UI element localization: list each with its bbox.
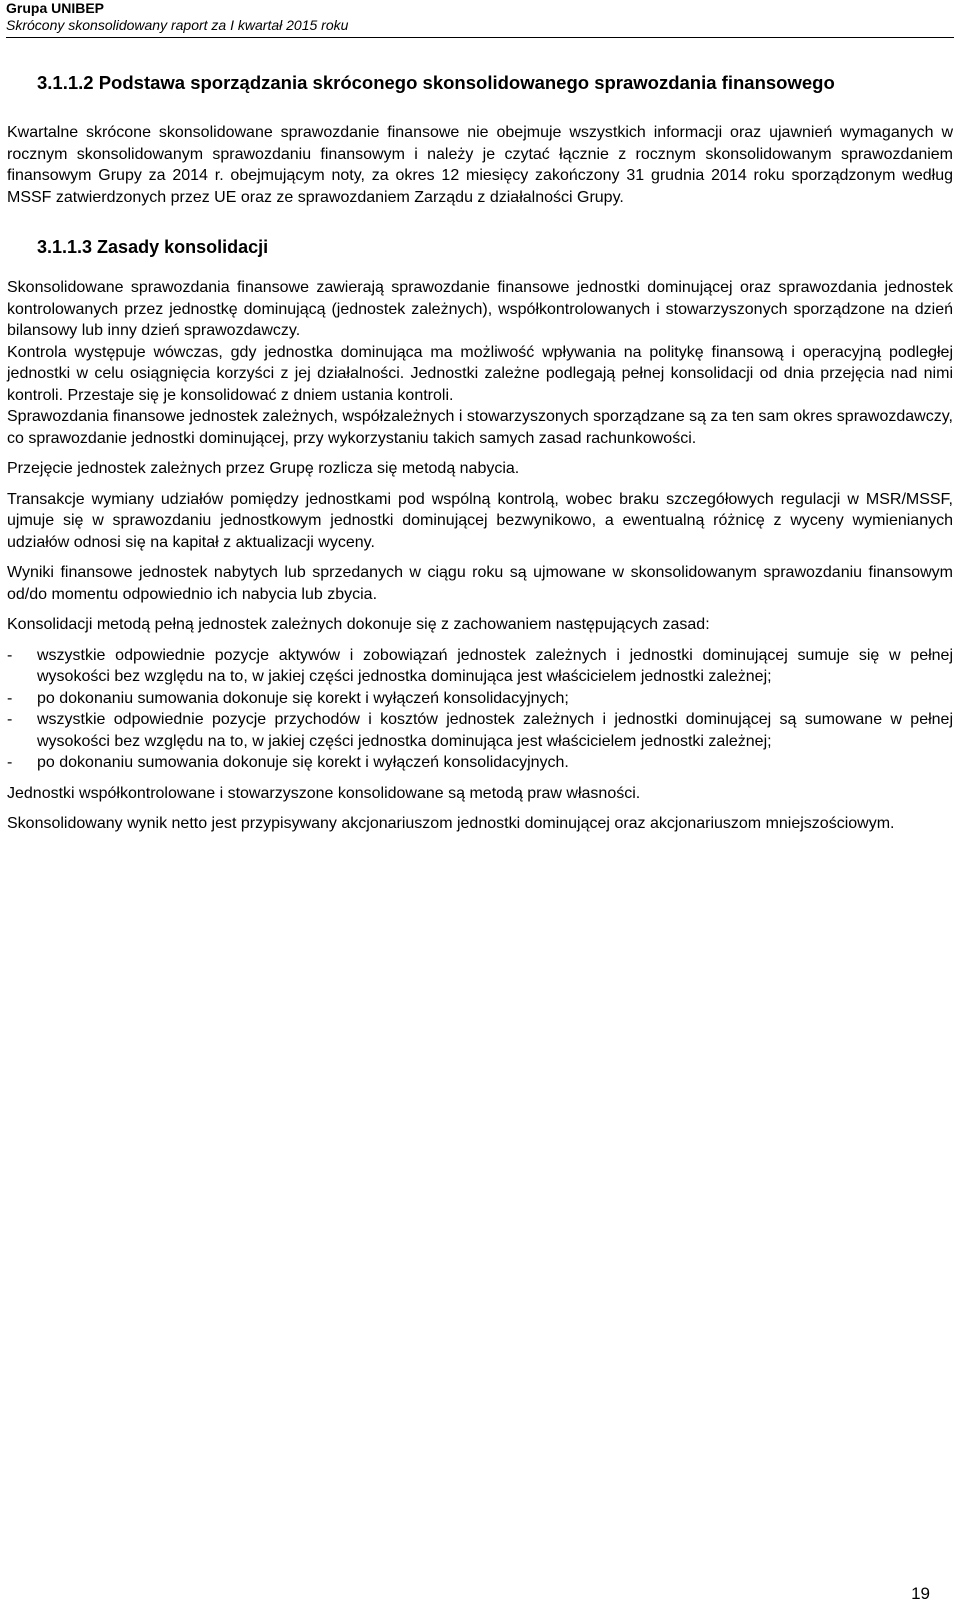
page-header — [6, 0, 954, 34]
list-item — [7, 752, 953, 774]
list-item — [7, 709, 953, 752]
list-marker: - — [7, 689, 13, 707]
consolidation-rules-list — [7, 645, 953, 774]
report-title: Skrócony skonsolidowany raport za I kwartał 2015 roku — [6, 17, 349, 33]
section-heading-consolidation: 3.1.1.3 Zasady konsolidacji — [37, 237, 269, 257]
section-heading-basis: 3.1.1.2 Podstawa sporządzania skróconego skonsolidowanego sprawozdania finansowego — [37, 72, 835, 93]
paragraph-consolidation-3: Sprawozdania finansowe jednostek zależnych, współzależnych i stowarzyszonych sporządzane są za ten sam okres sprawozdawczy, co sprawozdanie jednostki dominującej, przy wykorzystaniu takich samych zasad rachunkowości. — [7, 408, 953, 447]
paragraph-consolidation-2: Kontrola występuje wówczas, gdy jednostka dominująca ma możliwość wpływania na politykę finansową i operacyjną podległej jednostki w celu osiągnięcia korzyści z jej działalności. Jednostki zależne podlegają pełnej konsolidacji od dnia przejęcia nad nimi kontroli. Przestaje się je konsolidować z dniem ustania kontroli. — [7, 343, 953, 404]
paragraph-consolidation-8: Jednostki współkontrolowane i stowarzyszone konsolidowane są metodą praw własności. — [7, 784, 641, 802]
page-number: 19 — [911, 1584, 930, 1603]
paragraph-consolidation-6: Wyniki finansowe jednostek nabytych lub sprzedanych w ciągu roku są ujmowane w skonsolidowanym sprawozdaniu finansowym od/do momentu odpowiednio ich nabycia lub zbycia. — [7, 564, 953, 603]
list-item — [7, 688, 953, 710]
list-marker: - — [7, 754, 13, 771]
paragraph-consolidation-9: Skonsolidowany wynik netto jest przypisywany akcjonariuszom jednostki dominującej oraz akcjonariuszom mniejszościowym. — [7, 815, 895, 832]
list-item — [7, 645, 953, 688]
document-body — [7, 71, 953, 844]
paragraph-consolidation-4: Przejęcie jednostek zależnych przez Grupę rozlicza się metodą nabycia. — [7, 460, 520, 477]
list-item-text: wszystkie odpowiednie pozycje aktywów i zobowiązań jednostek zależnych i jednostki dominującej sumuje się w pełnej wysokości bez względu na to, w jakiej części jednostka dominująca jest właścicielem jednostki zależnej; — [37, 646, 953, 685]
company-name: Grupa UNIBEP — [6, 0, 105, 16]
list-item-text: po dokonaniu sumowania dokonuje się korekt i wyłączeń konsolidacyjnych; — [37, 689, 569, 707]
list-item-text: wszystkie odpowiednie pozycje przychodów i kosztów jednostek zależnych i jednostki dominującej są sumowane w pełnej wysokości bez względu na to, w jakiej części jednostka dominująca jest właścicielem jednostki zależnej; — [37, 711, 953, 750]
paragraph-basis: Kwartalne skrócone skonsolidowane sprawozdanie finansowe nie obejmuje wszystkich informacji oraz ujawnień wymaganych w rocznym skonsolidowanym sprawozdaniu finansowym i należy je czytać łącznie z rocznym skonsolidowanym sprawozdaniem finansowym Grupy za 2014 r. obejmującym noty, za okres 12 miesięcy zakończony 31 grudnia 2014 roku sporządzonym według MSSF zatwierdzonych przez UE oraz ze sprawozdaniem Zarządu z działalności Grupy. — [7, 124, 953, 206]
paragraph-consolidation-1: Skonsolidowane sprawozdania finansowe zawierają sprawozdanie finansowe jednostki dominującej oraz sprawozdania jednostek kontrolowanych przez jednostkę dominującą (jednostek zależnych), współkontrolowanych i stowarzyszonych sporządzone na dzień bilansowy lub inny dzień sprawozdawczy. — [7, 279, 953, 339]
header-divider — [6, 37, 954, 38]
list-marker: - — [7, 711, 13, 728]
list-marker: - — [7, 646, 13, 664]
list-item-text: po dokonaniu sumowania dokonuje się korekt i wyłączeń konsolidacyjnych. — [37, 754, 569, 771]
paragraph-consolidation-7: Konsolidacji metodą pełną jednostek zależnych dokonuje się z zachowaniem następujących zasad: — [7, 616, 710, 633]
paragraph-consolidation-5: Transakcje wymiany udziałów pomiędzy jednostkami pod wspólną kontrolą, wobec braku szczegółowych regulacji w MSR/MSSF, ujmuje się w sprawozdaniu jednostkowym jednostki dominującej bezwynikowo, a ewentualną różnicę z wyceny wymienianych udziałów odnosi się na kapitał z aktualizacji wyceny. — [7, 490, 953, 551]
